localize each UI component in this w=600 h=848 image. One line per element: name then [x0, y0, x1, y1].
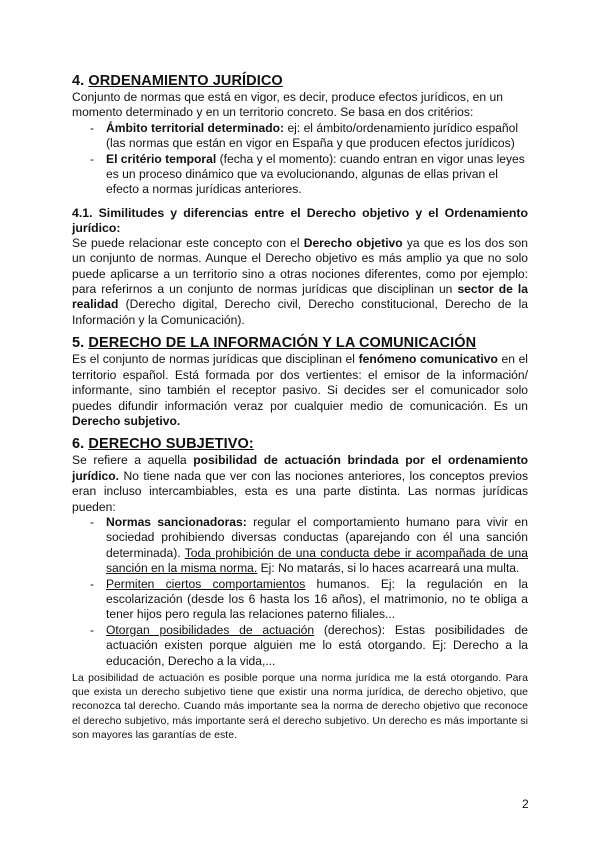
section-6-number: 6.	[72, 436, 89, 453]
list-item: - Permiten ciertos comportamientos humanos. Ej: la regulación en la escolarización (desde los 6 hasta los 16 años), el matrimonio, no te obliga a tener hijos pero regula las relaciones paterno filiales...	[90, 576, 528, 622]
section-4-1-body: Se puede relacionar este concepto con el Derecho objetivo ya que es los dos son un conjunto de normas. Aunque el Derecho objetivo es más amplio ya que no solo puede aplicarse a un territorio sino a otras nociones diferentes, como por ejemplo: para referirnos a un conjunto de normas jurídicas que disciplinan un sector de la realidad (Derecho digital, Derecho civil, Derecho constitucional, Derecho de la Información y la Comunicación).	[72, 235, 528, 327]
section-6-heading	[72, 435, 528, 453]
section-6-title: DERECHO SUBJETIVO:	[88, 436, 254, 453]
document-page	[72, 70, 528, 742]
list-item: - Ámbito territorial determinado: ej: el ámbito/ordenamiento jurídico español (las normas que están en vigor en España y que producen efectos jurídicos)	[90, 120, 519, 151]
section-4-intro: Conjunto de normas que está en vigor, es decir, produce efectos jurídicos, en un momento determinado y en un territorio concreto. Se basa en dos critérios:	[72, 90, 503, 120]
section-6-norms-list	[72, 515, 528, 669]
section-4-criteria-list	[72, 121, 528, 198]
section-6-body: Se refiere a aquella posibilidad de actuación brindada por el ordenamiento jurídico. No tiene nada que ver con las nociones anteriores, los conceptos previos eran incluso intercambiables, esta es una parte distinta. Las normas jurídicas pueden:	[72, 453, 528, 514]
list-item: - Normas sancionadoras: regular el comportamiento humano para vivir en sociedad prohibiendo diversas conductas (aparejando con él una sanción determinada). Toda prohibición de una conducta debe ir acompañada de una sanción en la misma norma. Ej: No matarás, si lo haces acarreará una multa.	[90, 514, 528, 576]
section-6-closing: La posibilidad de actuación es posible porque una norma jurídica me la está otorgando. Para que exista un derecho subjetivo tiene que existir una norma jurídica, de derecho objetivo, que reconozca tal derecho. Cuando más importante sea la norma de derecho objetivo que reconoce el derecho subjetivo, más importante será el derecho subjetivo. Un derecho es más importante si son mayores las garantías de este.	[72, 672, 528, 741]
section-4-title: ORDENAMIENTO JURÍDICO	[88, 73, 283, 89]
list-item: - Otorgan posibilidades de actuación (derechos): Estas posibilidades de actuación existen porque alguien me lo está otorgando. Ej: Derecho a la educación, Derecho a la vida,...	[90, 622, 528, 668]
section-5-body: Es el conjunto de normas jurídicas que disciplinan el fenómeno comunicativo en el territorio español. Está formada por dos vertientes: el emisor de la información/ informante, sino también el receptor pasivo. Si decides ser el comunicador solo puedes difundir información veraz por cualquier medio de comunicación. Es un Derecho subjetivo.	[72, 352, 528, 428]
list-item: - El critério temporal (fecha y el momento): cuando entran en vigor unas leyes es un proceso dinámico que va evolucionando, algunas de ellas privan el efecto a normas jurídicas anteriores.	[90, 151, 525, 197]
section-4-number: 4.	[72, 73, 89, 89]
section-5-heading	[72, 334, 528, 352]
section-4-1-heading: 4.1. Similitudes y diferencias entre el Derecho objetivo y el Ordenamiento jurídico:	[72, 205, 528, 235]
page-number: 2	[522, 797, 529, 811]
section-5-number: 5.	[72, 335, 89, 352]
section-4-heading	[72, 72, 528, 90]
section-5-title: DERECHO DE LA INFORMACIÓN Y LA COMUNICACIÓN	[88, 335, 477, 352]
